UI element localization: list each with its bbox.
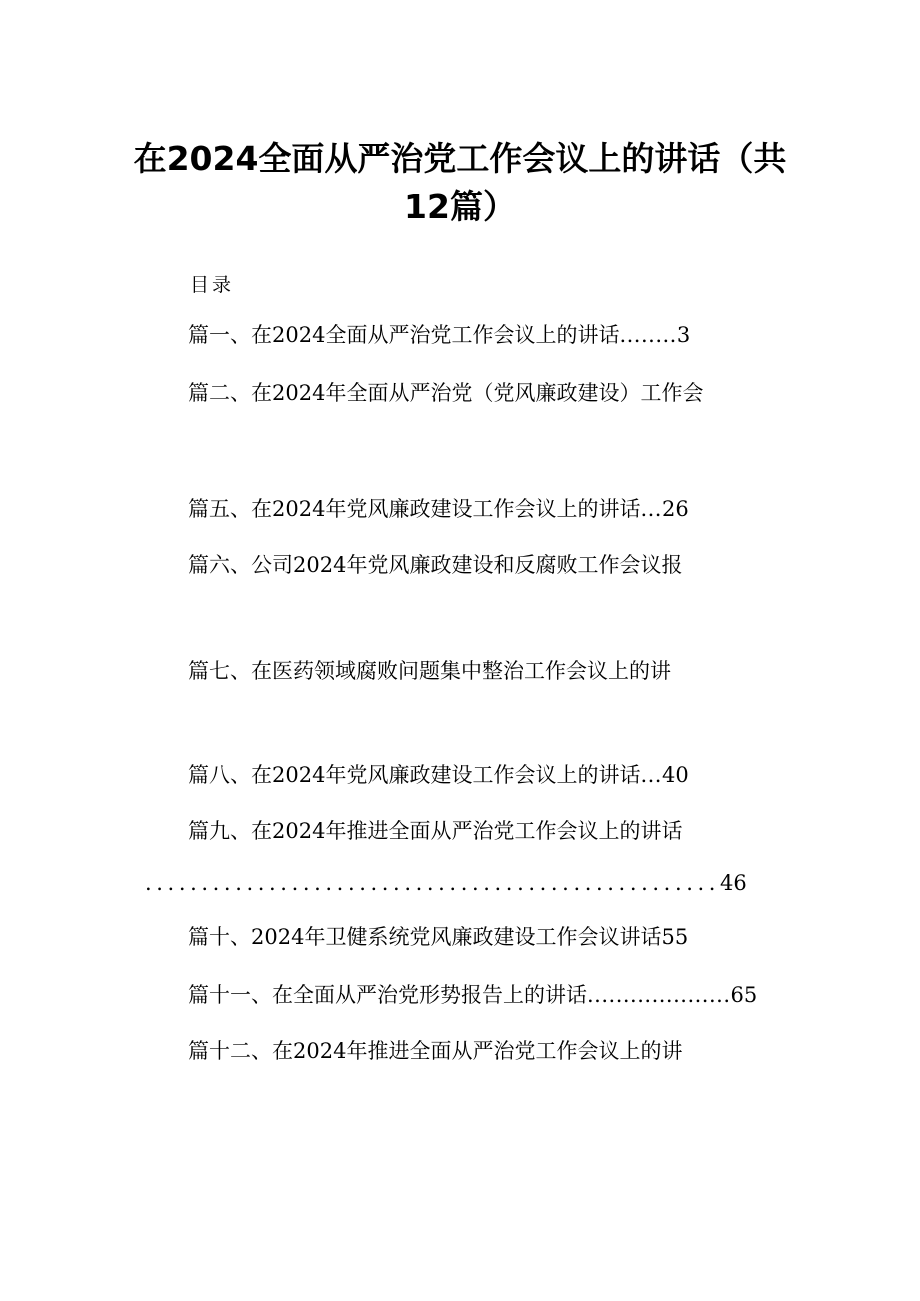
- toc-entry-title: 篇十、2024年卫健系统党风廉政建设工作会议讲话: [188, 925, 662, 949]
- toc-entry-title: 篇六、公司2024年党风廉政建设和反腐败工作会议报: [188, 553, 683, 577]
- toc-heading: 目录: [190, 274, 235, 296]
- toc-entry-continuation: [145, 873, 747, 894]
- toc-entry: [188, 821, 682, 842]
- toc-entry-title: 篇八、在2024年党风廉政建设工作会议上的讲话: [188, 763, 641, 787]
- toc-entry: [188, 927, 688, 948]
- toc-entry-title: 篇九、在2024年推进全面从严治党工作会议上的讲话: [188, 819, 683, 843]
- toc-entry-page: 26: [661, 497, 689, 521]
- toc-entry-page: 55: [661, 925, 689, 949]
- toc-entry-page: 46: [720, 871, 747, 895]
- toc-entry-leader: ...: [640, 497, 662, 521]
- toc-entry: [188, 1041, 682, 1062]
- toc-entry-title: 篇十一、在全面从严治党形势报告上的讲话: [188, 983, 587, 1007]
- toc-entry-title: 篇二、在2024年全面从严治党（党风廉政建设）工作会: [188, 381, 704, 405]
- toc-entry: [188, 325, 690, 346]
- toc-entry-leader: ........: [619, 323, 677, 347]
- toc-entry-leader: ...: [640, 763, 662, 787]
- toc-entry-leader: ....................: [587, 983, 731, 1007]
- toc-entry-title: 篇一、在2024全面从严治党工作会议上的讲话: [188, 323, 620, 347]
- toc-entry: [188, 985, 757, 1006]
- toc-entry-page: 3: [676, 323, 691, 347]
- document-title-line-2: 12篇）: [404, 187, 516, 226]
- toc-entry-title: 篇五、在2024年党风廉政建设工作会议上的讲话: [188, 497, 641, 521]
- toc-entry: [188, 383, 703, 404]
- toc-entry-page: 65: [730, 983, 758, 1007]
- toc-entry: [188, 555, 682, 576]
- toc-entry-title: 篇十二、在2024年推进全面从严治党工作会议上的讲: [188, 1039, 683, 1063]
- toc-entry-page: 40: [661, 763, 689, 787]
- document-title-line-1: 在2024全面从严治党工作会议上的讲话（共: [133, 139, 787, 178]
- toc-entry: [188, 661, 671, 682]
- toc-entry: [188, 499, 689, 520]
- toc-entry: [188, 765, 689, 786]
- toc-entry-title: 篇七、在医药领域腐败问题集中整治工作会议上的讲: [188, 659, 671, 683]
- toc-entry-leader: ...................................................: [145, 871, 721, 895]
